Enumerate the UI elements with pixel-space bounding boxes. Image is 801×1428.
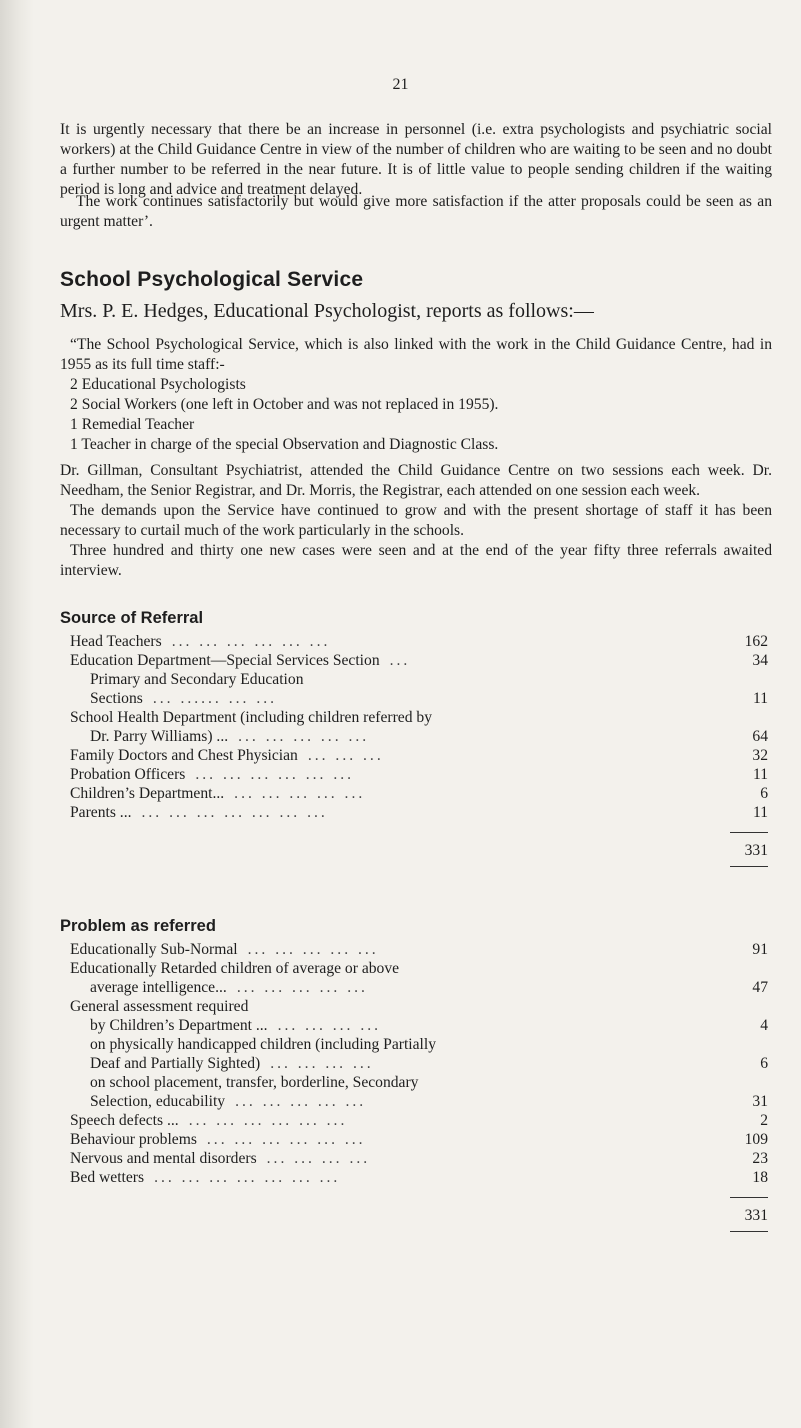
- table-row: [60, 1016, 772, 1035]
- leader-dots: ... ... ... ... ... ... ...: [141, 804, 328, 821]
- row-label: average intelligence...: [90, 979, 227, 996]
- row-value: 162: [744, 633, 768, 650]
- problem-total: 331: [730, 1197, 768, 1232]
- section-subtitle: Mrs. P. E. Hedges, Educational Psychologist, reports as follows:—: [60, 300, 594, 322]
- table-row: [60, 632, 772, 651]
- row-value: 11: [752, 804, 768, 821]
- leader-dots: ... ... ... ... ... ...: [188, 1112, 348, 1129]
- row-label: on school placement, transfer, borderline, Secondary: [90, 1074, 419, 1091]
- staff-list: [60, 375, 772, 455]
- staff-item: 2 Social Workers (one left in October and was not replaced in 1955).: [70, 396, 499, 413]
- leader-dots: ... ... ... ... ... ... ...: [154, 1169, 341, 1186]
- row-value: 31: [752, 1093, 768, 1110]
- table-row: [60, 708, 772, 727]
- table-row: [60, 1111, 772, 1130]
- source-of-referral-table: [60, 632, 772, 867]
- table-row: [60, 784, 772, 803]
- row-value: [678, 670, 772, 689]
- source-of-referral-heading: Source of Referral: [60, 609, 204, 627]
- problem-as-referred-table: [60, 940, 772, 1232]
- leader-dots: ... ... ... ... ... ...: [195, 766, 355, 783]
- leader-dots: ... ... ... ... ...: [247, 941, 379, 958]
- demands-paragraph: The demands upon the Service have continued to grow and with the present shortage of staff it has been necessary to curtail much of the work particularly in the schools.: [60, 502, 772, 539]
- row-value: 6: [760, 785, 768, 802]
- leader-dots: ... ... ... ... ...: [235, 1093, 367, 1110]
- leader-dots: ... ... ... ... ... ...: [171, 633, 331, 650]
- row-value: [678, 1035, 772, 1054]
- cases-paragraph: Three hundred and thirty one new cases were seen and at the end of the year fifty three referrals awaited interview.: [60, 542, 772, 579]
- row-label: Selection, educability: [90, 1093, 226, 1110]
- row-value: 47: [752, 979, 768, 996]
- table-row: [60, 651, 772, 670]
- table-row: [60, 1168, 772, 1187]
- table-row: [60, 1149, 772, 1168]
- row-label: Bed wetters: [70, 1169, 145, 1186]
- row-value: 91: [752, 941, 768, 958]
- row-label: Dr. Parry Williams) ...: [90, 728, 229, 745]
- table-row: [60, 1054, 772, 1073]
- row-label: Educationally Retarded children of average or above: [70, 960, 400, 977]
- leader-dots: ... ... ... ... ...: [234, 785, 366, 802]
- document-body: [60, 120, 772, 1232]
- table-row: [60, 940, 772, 959]
- staff-item: 1 Teacher in charge of the special Observation and Diagnostic Class.: [70, 436, 499, 453]
- row-label: Parents ...: [70, 804, 132, 821]
- row-value: 4: [760, 1017, 768, 1034]
- table-row: [60, 1130, 772, 1149]
- row-label: Probation Officers: [70, 766, 186, 783]
- row-value: 109: [744, 1131, 768, 1148]
- leader-dots: ... ... ... ...: [270, 1055, 374, 1072]
- leader-dots: ... ...... ... ...: [152, 690, 278, 707]
- intro-paragraph-2: The work continues satisfactorily but would give more satisfaction if the atter proposals could be seen as an urgent matter’.: [60, 193, 772, 230]
- row-label: Educationally Sub-Normal: [70, 941, 238, 958]
- row-label: Speech defects ...: [70, 1112, 179, 1129]
- row-value: 2: [760, 1112, 768, 1129]
- row-label: Deaf and Partially Sighted): [90, 1055, 261, 1072]
- row-value: 6: [760, 1055, 768, 1072]
- scan-edge: [0, 0, 34, 1428]
- table-row: [60, 727, 772, 746]
- staff-lead: “The School Psychological Service, which is also linked with the work in the Child Guidance Centre, had in 1955 as its full time staff:-: [60, 336, 772, 373]
- row-value: 18: [752, 1169, 768, 1186]
- source-total: 331: [730, 832, 768, 867]
- row-label: on physically handicapped children (including Partially: [90, 1036, 437, 1053]
- table-row: [60, 689, 772, 708]
- table-row: [60, 1092, 772, 1111]
- row-label: Primary and Secondary Education: [90, 671, 304, 688]
- row-label: Education Department—Special Services Section: [70, 652, 380, 669]
- row-value: 32: [752, 747, 768, 764]
- table-row: [60, 746, 772, 765]
- row-value: [678, 997, 772, 1016]
- table-row: [60, 1073, 772, 1092]
- row-value: [678, 1073, 772, 1092]
- row-label: Sections: [90, 690, 143, 707]
- page-number: 21: [392, 76, 409, 93]
- table-row: [60, 765, 772, 784]
- leader-dots: ... ... ... ... ...: [238, 728, 370, 745]
- problem-total-row: [60, 1187, 772, 1232]
- row-value: 23: [752, 1150, 768, 1167]
- staff-item: 2 Educational Psychologists: [70, 376, 246, 393]
- table-row: [60, 959, 772, 978]
- row-value: 11: [752, 766, 768, 783]
- leader-dots: ... ... ... ... ...: [236, 979, 368, 996]
- leader-dots: ... ... ... ... ... ...: [206, 1131, 366, 1148]
- row-label: Nervous and mental disorders: [70, 1150, 257, 1167]
- row-value: 11: [752, 690, 768, 707]
- table-row: [60, 670, 772, 689]
- leader-dots: ... ... ...: [307, 747, 384, 764]
- row-value: [678, 708, 772, 727]
- table-row: [60, 978, 772, 997]
- problem-as-referred-heading: Problem as referred: [60, 917, 216, 935]
- staff-item: 1 Remedial Teacher: [70, 416, 195, 433]
- table-row: [60, 997, 772, 1016]
- section-title: School Psychological Service: [60, 268, 364, 291]
- row-label: School Health Department (including children referred by: [70, 709, 432, 726]
- row-value: 34: [752, 652, 768, 669]
- table-row: [60, 1035, 772, 1054]
- row-value: 64: [752, 728, 768, 745]
- leader-dots: ... ... ... ...: [266, 1150, 371, 1167]
- row-label: General assessment required: [70, 998, 249, 1015]
- row-label: by Children’s Department ...: [90, 1017, 268, 1034]
- row-label: Behaviour problems: [70, 1131, 197, 1148]
- leader-dots: ...: [389, 652, 411, 669]
- table-row: [60, 803, 772, 822]
- row-value: [678, 959, 772, 978]
- row-label: Children’s Department...: [70, 785, 225, 802]
- row-label: Family Doctors and Chest Physician: [70, 747, 298, 764]
- intro-paragraph-1: It is urgently necessary that there be an increase in personnel (i.e. extra psychologists and psychiatric social workers) at the Child Guidance Centre in view of the number of children who are waiting to be seen and no doubt a further number to be referred in the near future. It is of little value to people sending children if the waiting period is long and advice and treatment delayed.: [60, 121, 772, 198]
- source-total-row: [60, 822, 772, 867]
- leader-dots: ... ... ... ...: [277, 1017, 382, 1034]
- doctors-paragraph: Dr. Gillman, Consultant Psychiatrist, attended the Child Guidance Centre on two sessions each week. Dr. Needham, the Senior Registrar, and Dr. Morris, the Registrar, each attended on one session each week.: [60, 462, 772, 499]
- row-label: Head Teachers: [70, 633, 162, 650]
